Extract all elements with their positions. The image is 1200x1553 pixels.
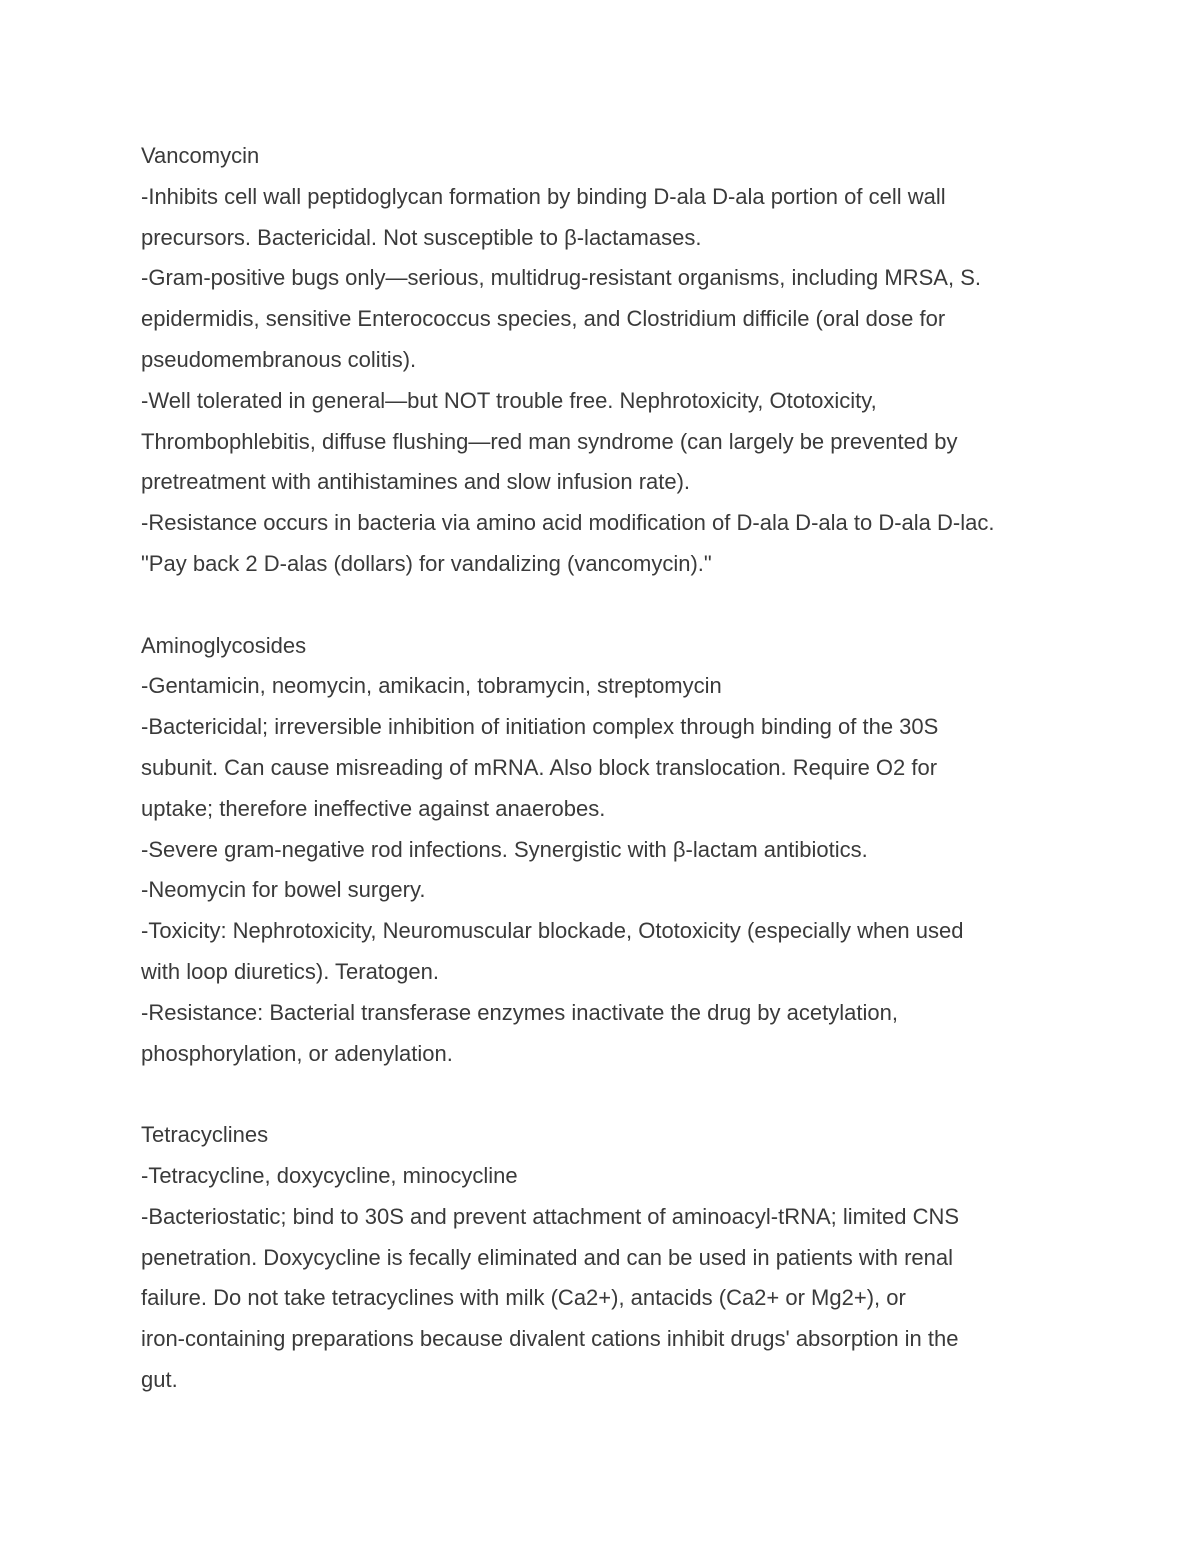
text-line: -Severe gram-negative rod infections. Synergistic with β-lactam antibiotics. xyxy=(141,836,868,862)
text-line: phosphorylation, or adenylation. xyxy=(141,1040,453,1066)
text-line: -Resistance: Bacterial transferase enzymes inactivate the drug by acetylation, xyxy=(141,999,898,1025)
section-title: Tetracyclines xyxy=(141,1122,269,1148)
document-body xyxy=(141,136,1081,1401)
section-tetracyclines xyxy=(141,1115,1081,1401)
section-title: Vancomycin xyxy=(141,143,260,168)
section-aminoglycosides xyxy=(141,626,1081,1075)
text-line: failure. Do not take tetracyclines with milk (Ca2+), antacids (Ca2+ or Mg2+), or xyxy=(141,1285,906,1311)
text-line: penetration. Doxycycline is fecally eliminated and can be used in patients with renal xyxy=(141,1244,954,1270)
text-line: epidermidis, sensitive Enterococcus species, and Clostridium difficile (oral dose for xyxy=(141,306,946,332)
text-line: pseudomembranous colitis). xyxy=(141,346,417,372)
text-line: subunit. Can cause misreading of mRNA. Also block translocation. Require O2 for xyxy=(141,754,938,780)
text-line: -Tetracycline, doxycycline, minocycline xyxy=(141,1162,518,1188)
section-title: Aminoglycosides xyxy=(141,632,307,658)
text-line: iron-containing preparations because divalent cations inhibit drugs' absorption in the xyxy=(141,1326,959,1352)
text-line: -Well tolerated in general—but NOT trouble free. Nephrotoxicity, Ototoxicity, xyxy=(141,387,877,413)
text-line: -Bacteriostatic; bind to 30S and prevent attachment of aminoacyl-tRNA; limited CNS xyxy=(141,1203,960,1229)
section-vancomycin xyxy=(141,136,1081,585)
text-line: -Gram-positive bugs only—serious, multidrug-resistant organisms, including MRSA, S. xyxy=(141,265,981,291)
text-line: "Pay back 2 D-alas (dollars) for vandalizing (vancomycin)." xyxy=(141,550,712,576)
text-line: Thrombophlebitis, diffuse flushing—red man syndrome (can largely be prevented by xyxy=(141,428,958,454)
text-line: -Resistance occurs in bacteria via amino acid modification of D-ala D-ala to D-ala D-lac. xyxy=(141,510,995,536)
text-line: -Bactericidal; irreversible inhibition of initiation complex through binding of the 30S xyxy=(141,714,939,740)
text-line: uptake; therefore ineffective against anaerobes. xyxy=(141,795,606,821)
text-line: -Gentamicin, neomycin, amikacin, tobramycin, streptomycin xyxy=(141,673,722,699)
text-line: gut. xyxy=(141,1366,178,1392)
text-line: with loop diuretics). Teratogen. xyxy=(141,958,439,984)
text-line: pretreatment with antihistamines and slow infusion rate). xyxy=(141,469,691,495)
text-line: -Toxicity: Nephrotoxicity, Neuromuscular blockade, Ototoxicity (especially when used xyxy=(141,918,964,944)
text-line: -Neomycin for bowel surgery. xyxy=(141,877,426,903)
text-line: -Inhibits cell wall peptidoglycan formation by binding D-ala D-ala portion of cell wall xyxy=(141,183,946,209)
text-line: precursors. Bactericidal. Not susceptible to β-lactamases. xyxy=(141,224,702,250)
